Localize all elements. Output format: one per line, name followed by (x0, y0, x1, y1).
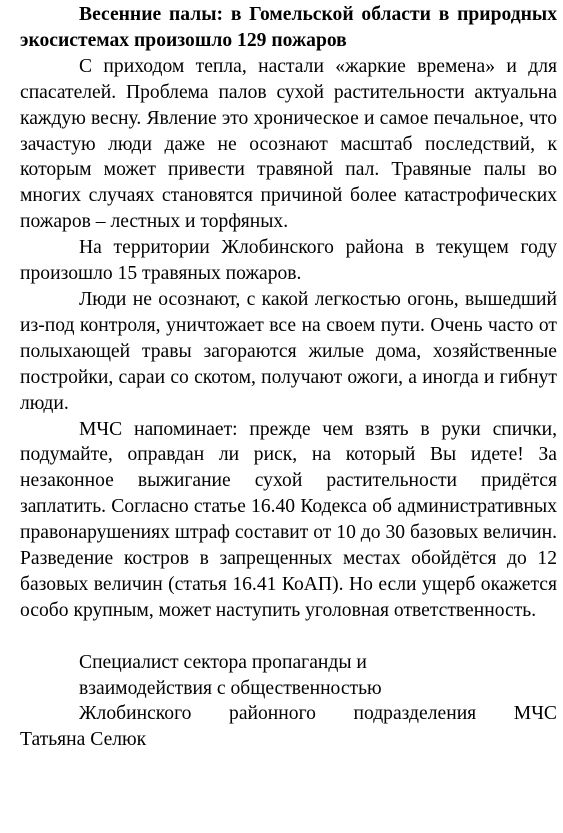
article-paragraph-3: Люди не осознают, с какой легкостью огонь, вышедший из-под контроля, уничтожает все на своем пути. Очень часто от полыхающей травы загораются жилые дома, хозяйственные постройки, сараи со скотом, получают ожоги, а иногда и гибнут люди. (20, 288, 557, 414)
signature-position-line-1: Специалист сектора пропаганды и (79, 651, 367, 673)
blank-line (20, 624, 557, 650)
signature-block (20, 650, 557, 754)
article-paragraph-1: С приходом тепла, настали «жаркие времена» и для спасателей. Проблема палов сухой растительности актуальна каждую весну. Явление это хроническое и самое печальное, что зачастую люди даже не осознают масштаб последствий, к которым может привести травяной пал. Травяные палы во многих случаях становятся причиной более катастрофических пожаров – лестных и торфяных. (20, 55, 557, 233)
article-paragraph-4: МЧС напоминает: прежде чем взять в руки спички, подумайте, оправдан ли риск, на который Вы идете! За незаконное выжигание сухой растительности придётся заплатить. Согласно статье 16.40 Кодекса об административных правонарушениях штраф составит от 10 до 30 базовых величин. Разведение костров в запрещенных местах обойдётся до 12 базовых величин (статья 16.41 КоАП). Но если ущерб окажется особо крупным, может наступить уголовная ответственность. (20, 418, 557, 621)
article-title: Весенние палы: в Гомельской области в природных экосистемах произошло 129 пожаров (20, 4, 557, 51)
signature-position-line-2: взаимодействия с общественностью (79, 677, 382, 699)
signature-position-line-3: Жлобинского районного подразделения МЧС (79, 703, 557, 725)
article-paragraph-2: На территории Жлобинского района в текущем году произошло 15 травяных пожаров. (20, 237, 557, 285)
signature-name: Татьяна Селюк (20, 729, 147, 751)
